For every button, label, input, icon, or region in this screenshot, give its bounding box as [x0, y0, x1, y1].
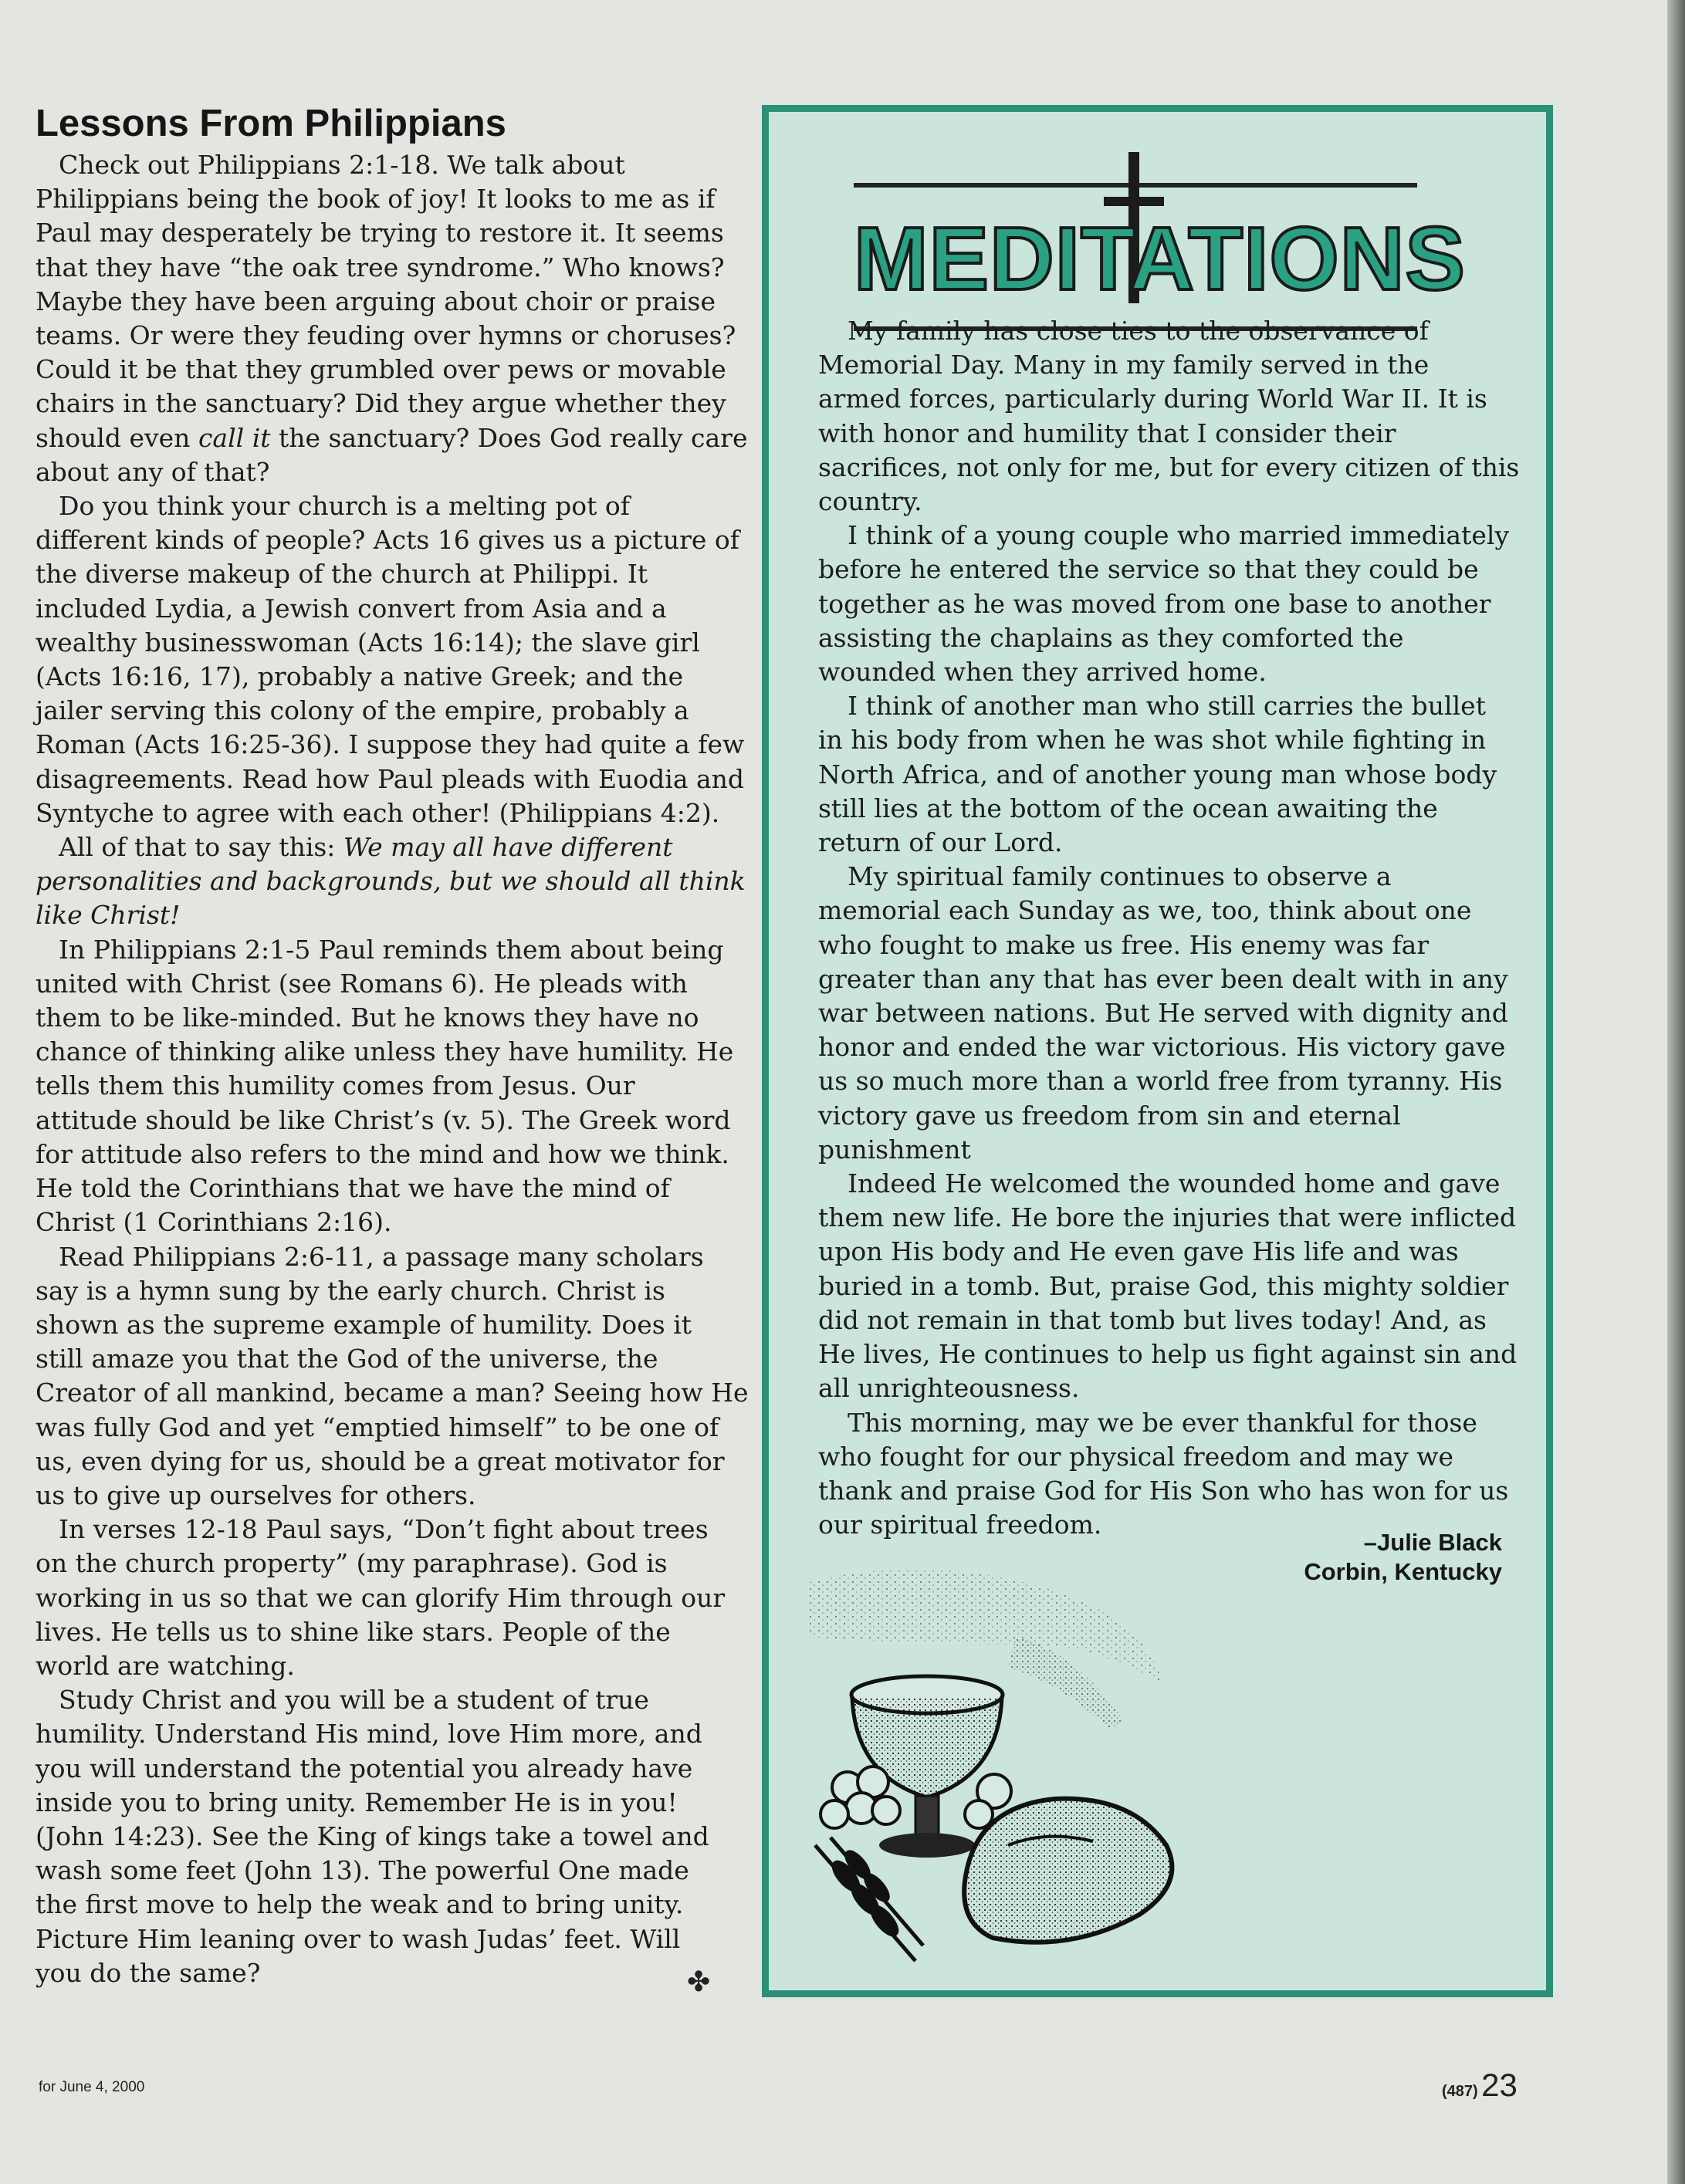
text-line: memorial each Sunday as we, too, think about one: [818, 895, 1472, 926]
text-line: inside you to bring unity. Remember He is in you!: [36, 1787, 678, 1817]
text-line: Picture Him leaning over to wash Judas’ feet. Will: [36, 1923, 681, 1954]
text-line: that they have “the oak tree syndrome.” Who knows?: [36, 252, 725, 282]
text-line: who fought to make us free. His enemy was far: [818, 929, 1430, 960]
article-paragraph: [36, 933, 734, 1240]
article-paragraph: [36, 148, 748, 489]
text-line: Syntyche to agree with each other! (Philippians 4:2).: [36, 797, 720, 828]
text-line: Study Christ and you will be a student of true: [59, 1685, 649, 1716]
text-line: the first move to help the weak and to bring unity.: [36, 1889, 684, 1920]
meditation-paragraph: [818, 314, 1536, 519]
meditations-box: [762, 105, 1553, 1997]
text-line: our spiritual freedom.: [818, 1510, 1102, 1540]
article-paragraph: [36, 830, 746, 933]
text-line: say is a hymn sung by the early church. Christ is: [36, 1275, 665, 1306]
text-line: Do you think your church is a melting pot of: [59, 491, 630, 522]
text-line: My spiritual family continues to observe a: [848, 861, 1392, 892]
text-line: In Philippians 2:1-5 Paul reminds them about being: [59, 934, 724, 965]
text-line: Read Philippians 2:6-11, a passage many scholars: [59, 1241, 704, 1272]
text-line: assisting the chaplains as they comforted the: [818, 622, 1404, 653]
meditation-paragraph: [818, 1167, 1536, 1405]
text-line: Indeed He welcomed the wounded home and gave: [848, 1168, 1501, 1199]
text-line: on the church property” (my paraphrase). God is: [36, 1548, 668, 1579]
text-line: jailer serving this colony of the empire, probably a: [36, 695, 689, 726]
text-line: country.: [818, 486, 922, 517]
article-title: Lessons From Philippians: [36, 103, 506, 144]
meditations-heading-text: MEDITATIONS: [854, 208, 1466, 309]
text-line: disagreements. Read how Paul pleads with Euodia and: [36, 763, 745, 794]
text-line: greater than any that has ever been dealt with in any: [818, 963, 1508, 994]
text-line: I think of another man who still carries the bullet: [848, 691, 1486, 722]
text-line: personalities and backgrounds, but we should all think: [36, 866, 746, 897]
text-line: should even call it the sanctuary? Does God really care: [36, 422, 748, 453]
page-binding-edge: [1667, 0, 1685, 2184]
text-line: Philippians being the book of joy! It looks to me as if: [36, 184, 716, 215]
text-line: us to give up ourselves for others.: [36, 1479, 476, 1510]
text-line: chairs in the sanctuary? Did they argue whether they: [36, 388, 726, 419]
text-line: He told the Corinthians that we have the mind of: [36, 1173, 670, 1204]
text-line: before he entered the service so that they could be: [818, 554, 1479, 585]
text-line: us so much more than a world free from tyranny. His: [818, 1066, 1503, 1097]
article-column: [36, 100, 749, 1990]
text-line: still lies at the bottom of the ocean awaiting the: [818, 793, 1438, 823]
text-line: Could it be that they grumbled over pews or movable: [36, 354, 726, 385]
text-line: upon His body and He even gave His life and was: [818, 1236, 1459, 1267]
article-paragraph: [36, 489, 745, 830]
text-line: He lives, He continues to help us fight against sin and: [818, 1339, 1518, 1370]
meditations-body: [818, 314, 1536, 1542]
text-line: In verses 12-18 Paul says, “Don’t fight about trees: [59, 1514, 709, 1545]
meditation-paragraph: [818, 860, 1536, 1167]
text-line: in his body from when he was shot while fighting in: [818, 725, 1487, 756]
article-paragraph: [36, 1683, 718, 1990]
text-line: who fought for our physical freedom and may we: [818, 1441, 1454, 1472]
text-line: (Acts 16:16, 17), probably a native Greek; and the: [36, 661, 684, 692]
article-body: [36, 148, 749, 1990]
text-line: all unrighteousness.: [818, 1373, 1080, 1404]
text-line: the diverse makeup of the church at Philippi. It: [36, 559, 648, 590]
text-line: humility. Understand His mind, love Him more, and: [36, 1719, 702, 1750]
text-line: Maybe they have been arguing about choir or praise: [36, 286, 716, 316]
text-line: different kinds of people? Acts 16 gives us a picture of: [36, 525, 739, 556]
folio-number: (487): [1442, 2083, 1478, 2100]
text-line: attitude should be like Christ’s (v. 5). The Greek word: [36, 1104, 731, 1135]
text-line: teams. Or were they feuding over hymns or choruses?: [36, 320, 736, 351]
text-line: wash some feet (John 13). The powerful One made: [36, 1855, 689, 1886]
text-line: chance of thinking alike unless they have humility. He: [36, 1036, 734, 1067]
text-line: wealthy businesswoman (Acts 16:14); the slave girl: [36, 627, 700, 658]
author-signature: [1155, 1528, 1502, 1587]
text-line: us, even dying for us, should be a great motivator for: [36, 1445, 725, 1476]
text-line: them new life. He bore the injuries that were inflicted: [818, 1202, 1517, 1233]
text-line: return of our Lord.: [818, 827, 1063, 858]
meditation-paragraph: [818, 1406, 1536, 1543]
text-line: world are watching.: [36, 1650, 295, 1681]
text-line: together as he was moved from one base to another: [818, 588, 1491, 619]
text-line: buried in a tomb. But, praise God, this mighty soldier: [818, 1270, 1509, 1301]
text-line: sacrifices, not only for me, but for every citizen of this: [818, 451, 1520, 482]
text-line: with honor and humility that I consider their: [818, 418, 1396, 448]
page-number-text: 23: [1481, 2067, 1518, 2103]
issue-date: for June 4, 2000: [39, 2079, 145, 2095]
text-line: lives. He tells us to shine like stars. People of the: [36, 1616, 671, 1647]
text-line: for attitude also refers to the mind and how we think.: [36, 1138, 729, 1169]
text-line: honor and ended the war victorious. His victory gave: [818, 1032, 1506, 1063]
text-line: North Africa, and of another young man whose body: [818, 759, 1497, 789]
text-line: united with Christ (see Romans 6). He pleads with: [36, 968, 688, 999]
author-location: Corbin, Kentucky: [1304, 1558, 1502, 1585]
bread-loaf-icon: [964, 1799, 1172, 1942]
text-line: This morning, may we be ever thankful for those: [848, 1407, 1477, 1438]
text-line: wounded when they arrived home.: [818, 657, 1267, 688]
meditation-paragraph: [818, 689, 1536, 860]
text-line: shown as the supreme example of humility. Does it: [36, 1309, 692, 1340]
author-name: –Julie Black: [1363, 1529, 1502, 1556]
text-line: tells them this humility comes from Jesus. Our: [36, 1070, 635, 1101]
text-line: was fully God and yet “emptied himself” to be one of: [36, 1411, 719, 1442]
text-line: included Lydia, a Jewish convert from Asia and a: [36, 593, 667, 624]
cross-bar-icon: [1104, 197, 1164, 206]
end-of-article-icon: ✤: [687, 1966, 711, 1998]
communion-illustration: [800, 1552, 1201, 1969]
text-line: Paul may desperately be trying to restore it. It seems: [36, 218, 724, 248]
text-line: Memorial Day. Many in my family served in the: [818, 350, 1430, 380]
text-line: punishment: [818, 1134, 971, 1165]
text-line: them to be like-minded. But he knows they have no: [36, 1002, 699, 1033]
meditation-paragraph: [818, 519, 1536, 689]
text-line: Roman (Acts 16:25-36). I suppose they had quite a few: [36, 729, 745, 760]
page-number: [1442, 2067, 1518, 2104]
article-paragraph: [36, 1513, 726, 1683]
text-line: armed forces, particularly during World War II. It is: [818, 384, 1487, 414]
text-line: still amaze you that the God of the universe, the: [36, 1344, 658, 1374]
text-line: I think of a young couple who married immediately: [848, 520, 1510, 551]
text-line: about any of that?: [36, 456, 270, 487]
text-line: Check out Philippians 2:1-18. We talk about: [59, 150, 625, 180]
text-line: All of that to say this: We may all have different: [59, 832, 673, 863]
article-paragraph: [36, 1240, 749, 1513]
text-line: war between nations. But He served with dignity and: [818, 998, 1508, 1029]
text-line: you do the same?: [36, 1957, 261, 1988]
meditations-heading: [854, 183, 1466, 333]
text-line: My family has close ties to the observance of: [848, 316, 1429, 346]
text-line: did not remain in that tomb but lives today! And, as: [818, 1304, 1487, 1335]
text-line: you will understand the potential you already have: [36, 1753, 693, 1783]
text-line: Creator of all mankind, became a man? Seeing how He: [36, 1378, 749, 1408]
text-line: Christ (1 Corinthians 2:16).: [36, 1207, 392, 1238]
text-line: victory gave us freedom from sin and eternal: [818, 1100, 1401, 1131]
text-line: (John 14:23). See the King of kings take a towel and: [36, 1821, 709, 1851]
text-line: like Christ!: [36, 900, 181, 931]
text-line: thank and praise God for His Son who has won for us: [818, 1475, 1509, 1506]
text-line: working in us so that we can glorify Him through our: [36, 1582, 726, 1613]
